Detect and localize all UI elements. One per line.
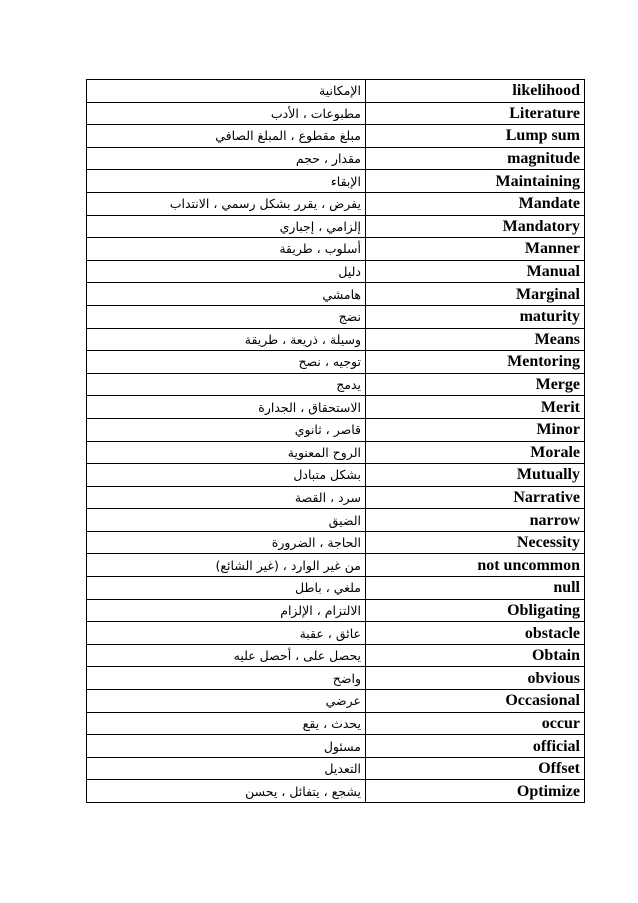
table-row: [87, 147, 585, 170]
english-term-cell: Marginal: [366, 283, 585, 306]
english-term-cell: maturity: [366, 305, 585, 328]
table-row: [87, 531, 585, 554]
english-term-cell: Manner: [366, 238, 585, 261]
english-term-cell: Means: [366, 328, 585, 351]
table-row: [87, 554, 585, 577]
arabic-translation-cell: إلزامي ، إجباري: [87, 215, 366, 238]
english-term-cell: narrow: [366, 509, 585, 532]
english-term-cell: official: [366, 735, 585, 758]
table-row: [87, 283, 585, 306]
table-row: [87, 305, 585, 328]
arabic-translation-cell: مسئول: [87, 735, 366, 758]
table-row: [87, 667, 585, 690]
english-term-cell: Literature: [366, 102, 585, 125]
english-term-cell: Obligating: [366, 599, 585, 622]
english-term-cell: Morale: [366, 441, 585, 464]
arabic-translation-cell: مطبوعات ، الأدب: [87, 102, 366, 125]
arabic-translation-cell: بشكل متبادل: [87, 464, 366, 487]
english-term-cell: Mandatory: [366, 215, 585, 238]
table-row: [87, 712, 585, 735]
english-term-cell: Maintaining: [366, 170, 585, 193]
table-row: [87, 757, 585, 780]
glossary-table: [86, 79, 585, 803]
arabic-translation-cell: الضيق: [87, 509, 366, 532]
table-row: [87, 486, 585, 509]
arabic-translation-cell: يدمج: [87, 373, 366, 396]
arabic-translation-cell: مبلغ مقطوع ، المبلغ الصافي: [87, 125, 366, 148]
english-term-cell: obvious: [366, 667, 585, 690]
arabic-translation-cell: التعديل: [87, 757, 366, 780]
arabic-translation-cell: وسيلة ، ذريعة ، طريقة: [87, 328, 366, 351]
english-term-cell: Narrative: [366, 486, 585, 509]
arabic-translation-cell: هامشي: [87, 283, 366, 306]
english-term-cell: Mutually: [366, 464, 585, 487]
arabic-translation-cell: توجيه ، نصح: [87, 351, 366, 374]
table-row: [87, 192, 585, 215]
arabic-translation-cell: الروح المعنوية: [87, 441, 366, 464]
table-row: [87, 418, 585, 441]
arabic-translation-cell: يحدث ، يقع: [87, 712, 366, 735]
arabic-translation-cell: الحاجة ، الضرورة: [87, 531, 366, 554]
arabic-translation-cell: ملغي ، باطل: [87, 577, 366, 600]
table-row: [87, 735, 585, 758]
glossary-body: [87, 80, 585, 803]
english-term-cell: Necessity: [366, 531, 585, 554]
table-row: [87, 260, 585, 283]
table-row: [87, 599, 585, 622]
arabic-translation-cell: نضج: [87, 305, 366, 328]
table-row: [87, 396, 585, 419]
table-row: [87, 373, 585, 396]
table-row: [87, 441, 585, 464]
english-term-cell: Merit: [366, 396, 585, 419]
table-row: [87, 644, 585, 667]
arabic-translation-cell: يشجع ، يتفائل ، يحسن: [87, 780, 366, 803]
table-row: [87, 238, 585, 261]
arabic-translation-cell: عرضي: [87, 690, 366, 713]
arabic-translation-cell: من غير الوارد ، (غير الشائع): [87, 554, 366, 577]
english-term-cell: Offset: [366, 757, 585, 780]
english-term-cell: magnitude: [366, 147, 585, 170]
arabic-translation-cell: يفرض ، يقرر بشكل رسمي ، الانتداب: [87, 192, 366, 215]
arabic-translation-cell: مقدار ، حجم: [87, 147, 366, 170]
arabic-translation-cell: الإبقاء: [87, 170, 366, 193]
english-term-cell: Occasional: [366, 690, 585, 713]
english-term-cell: Mentoring: [366, 351, 585, 374]
table-row: [87, 125, 585, 148]
english-term-cell: obstacle: [366, 622, 585, 645]
table-row: [87, 170, 585, 193]
table-row: [87, 102, 585, 125]
table-row: [87, 690, 585, 713]
table-row: [87, 464, 585, 487]
arabic-translation-cell: دليل: [87, 260, 366, 283]
table-row: [87, 622, 585, 645]
table-row: [87, 215, 585, 238]
english-term-cell: null: [366, 577, 585, 600]
arabic-translation-cell: الالتزام ، الإلزام: [87, 599, 366, 622]
english-term-cell: Lump sum: [366, 125, 585, 148]
table-row: [87, 577, 585, 600]
english-term-cell: Merge: [366, 373, 585, 396]
arabic-translation-cell: يحصل على ، أحصل عليه: [87, 644, 366, 667]
english-term-cell: Optimize: [366, 780, 585, 803]
table-row: [87, 351, 585, 374]
english-term-cell: occur: [366, 712, 585, 735]
table-row: [87, 328, 585, 351]
arabic-translation-cell: سرد ، القصة: [87, 486, 366, 509]
english-term-cell: Minor: [366, 418, 585, 441]
table-row: [87, 80, 585, 103]
english-term-cell: Manual: [366, 260, 585, 283]
english-term-cell: likelihood: [366, 80, 585, 103]
table-row: [87, 780, 585, 803]
arabic-translation-cell: أسلوب ، طريقة: [87, 238, 366, 261]
table-row: [87, 509, 585, 532]
english-term-cell: Obtain: [366, 644, 585, 667]
english-term-cell: not uncommon: [366, 554, 585, 577]
arabic-translation-cell: واضح: [87, 667, 366, 690]
arabic-translation-cell: الإمكانية: [87, 80, 366, 103]
arabic-translation-cell: عائق ، عقبة: [87, 622, 366, 645]
english-term-cell: Mandate: [366, 192, 585, 215]
arabic-translation-cell: الاستحقاق ، الجدارة: [87, 396, 366, 419]
arabic-translation-cell: قاصر ، ثانوي: [87, 418, 366, 441]
